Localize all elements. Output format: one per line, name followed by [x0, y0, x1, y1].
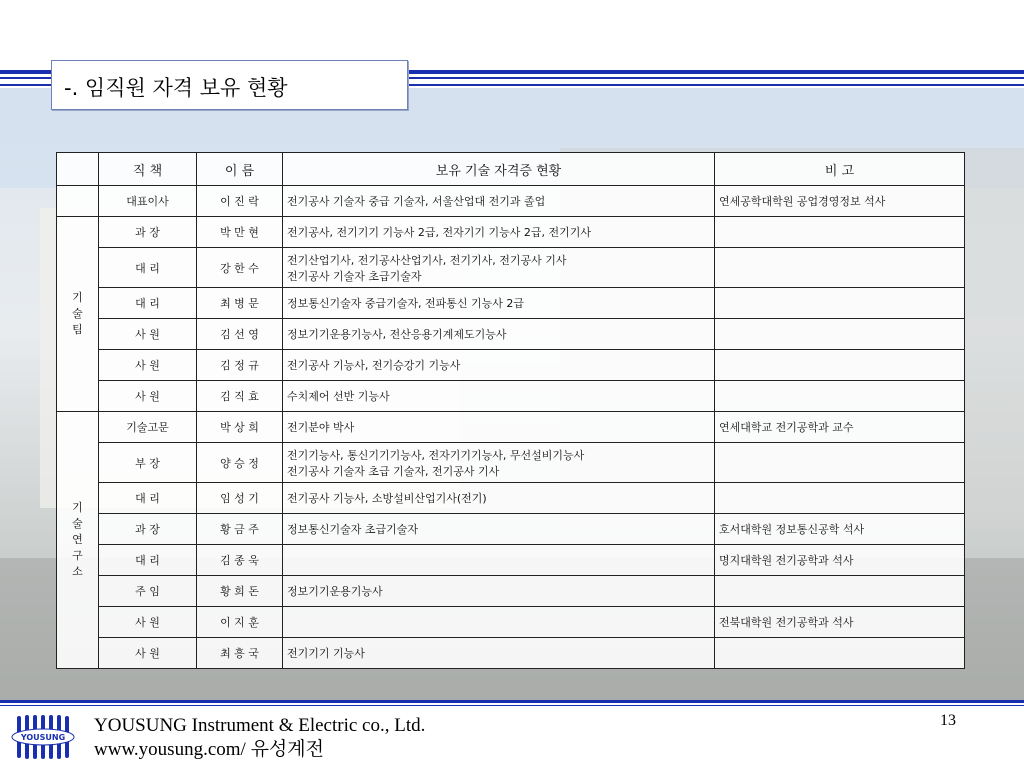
position-cell: 대 리: [99, 288, 197, 319]
name-cell: 김 직 효: [197, 381, 283, 412]
note-cell: [715, 443, 965, 483]
certs-line: 정보통신기술자 중급기술자, 전파통신 기능사 2급: [287, 297, 524, 310]
certs-line: 전기기기 기능사: [287, 647, 365, 660]
column-header: 이 름: [197, 153, 283, 186]
group-label-char: 팀: [72, 323, 83, 336]
table-row: [57, 576, 965, 607]
certs-line: 전기산업기사, 전기공사산업기사, 전기기사, 전기공사 기사: [287, 253, 567, 267]
slide-title: -. 임직원 자격 보유 현황: [64, 76, 288, 100]
table-row: [57, 514, 965, 545]
group-label-char: 술: [72, 307, 83, 320]
table-row: [57, 638, 965, 669]
certs-cell: [283, 350, 715, 381]
position-cell: 대 리: [99, 545, 197, 576]
position-cell: 사 원: [99, 319, 197, 350]
note-cell: [715, 576, 965, 607]
certs-cell: [283, 381, 715, 412]
name-cell: 최 병 문: [197, 288, 283, 319]
table-row: [57, 350, 965, 381]
position-cell: 기술고문: [99, 412, 197, 443]
certs-cell: [283, 483, 715, 514]
name-cell: 김 종 욱: [197, 545, 283, 576]
note-cell: [715, 217, 965, 248]
table-row: [57, 607, 965, 638]
table-header-row: [57, 153, 965, 186]
certs-cell: [283, 319, 715, 350]
note-cell: [715, 350, 965, 381]
name-cell: 이 지 훈: [197, 607, 283, 638]
name-cell: 황 금 주: [197, 514, 283, 545]
name-cell: 양 승 정: [197, 443, 283, 483]
note-cell: [715, 381, 965, 412]
certs-line: 정보기기운용기능사: [287, 585, 383, 598]
table-row: [57, 217, 965, 248]
certs-line: 전기공사 기능사, 소방설비산업기사(전기): [287, 492, 487, 505]
certs-cell: [283, 248, 715, 288]
position-cell: 부 장: [99, 443, 197, 483]
position-cell: 주 임: [99, 576, 197, 607]
certs-cell: [283, 576, 715, 607]
position-cell: 대표이사: [99, 186, 197, 217]
group-label-cell: [57, 217, 99, 412]
staff-qualification-table: [56, 152, 965, 669]
group-label-char: 술: [72, 517, 83, 530]
name-cell: 박 상 희: [197, 412, 283, 443]
group-label-char: 구: [72, 549, 83, 562]
position-cell: 사 원: [99, 350, 197, 381]
certs-cell: [283, 412, 715, 443]
note-cell: 연세공학대학원 공업경영정보 석사: [715, 186, 965, 217]
note-cell: [715, 483, 965, 514]
column-header: 직 책: [99, 153, 197, 186]
group-label-char: 기: [72, 501, 83, 514]
note-cell: 연세대학교 전기공학과 교수: [715, 412, 965, 443]
note-cell: 전북대학원 전기공학과 석사: [715, 607, 965, 638]
table-row: [57, 186, 965, 217]
table-row: [57, 319, 965, 350]
table-row: [57, 381, 965, 412]
note-cell: 호서대학원 정보통신공학 석사: [715, 514, 965, 545]
position-cell: 대 리: [99, 483, 197, 514]
footer-rule: [0, 700, 1024, 703]
footer-company: [94, 714, 425, 762]
certs-cell: 전기공사 기술자 중급 기술자, 서울산업대 전기과 졸업: [283, 186, 715, 217]
certs-cell: [283, 545, 715, 576]
certs-line: 수치제어 선반 기능사: [287, 390, 390, 403]
group-label-char: 기: [72, 291, 83, 304]
table-row: [57, 412, 965, 443]
position-cell: 사 원: [99, 607, 197, 638]
name-cell: 김 선 영: [197, 319, 283, 350]
note-cell: [715, 319, 965, 350]
name-cell: 박 만 현: [197, 217, 283, 248]
certs-line: 정보기기운용기능사, 전산응용기계제도기능사: [287, 328, 507, 341]
certs-cell: [283, 443, 715, 483]
certs-line: 전기분야 박사: [287, 421, 355, 434]
note-cell: 명지대학원 전기공학과 석사: [715, 545, 965, 576]
page-number: 13: [940, 712, 956, 729]
table-row: [57, 483, 965, 514]
footer-rule-thin: [0, 705, 1024, 706]
certs-cell: [283, 607, 715, 638]
note-cell: [715, 288, 965, 319]
certs-line: 전기공사, 전기기기 기능사 2급, 전자기기 기능사 2급, 전기기사: [287, 226, 591, 239]
slide-title-box: [51, 60, 408, 110]
certs-line: 전기공사 기능사, 전기승강기 기능사: [287, 359, 461, 372]
certs-cell: [283, 514, 715, 545]
column-header: 비 고: [715, 153, 965, 186]
column-header: 보유 기술 자격증 현황: [283, 153, 715, 186]
table-row: [57, 443, 965, 483]
logo-text: YOUSUNG: [20, 733, 66, 742]
name-cell: 이 진 락: [197, 186, 283, 217]
group-label-char: 소: [72, 565, 83, 578]
note-cell: [715, 248, 965, 288]
yousung-logo: [11, 714, 81, 760]
group-label-char: 연: [72, 533, 83, 546]
name-cell: 강 한 수: [197, 248, 283, 288]
group-label-cell: [57, 412, 99, 669]
header-group-cell: [57, 153, 99, 186]
certs-cell: [283, 288, 715, 319]
certs-line: 전기공사 기술자 초급기술자: [287, 269, 422, 283]
name-cell: 임 성 기: [197, 483, 283, 514]
table-row: [57, 545, 965, 576]
company-name: YOUSUNG Instrument & Electric co., Ltd.: [94, 715, 426, 736]
position-cell: 과 장: [99, 514, 197, 545]
position-cell: 과 장: [99, 217, 197, 248]
name-cell: 김 정 규: [197, 350, 283, 381]
note-cell: [715, 638, 965, 669]
table-row: [57, 248, 965, 288]
certs-line: 정보통신기술자 초급기술자: [287, 523, 419, 536]
name-cell: 황 희 돈: [197, 576, 283, 607]
name-cell: 최 흥 국: [197, 638, 283, 669]
table-row: [57, 288, 965, 319]
group-cell: [57, 186, 99, 217]
company-website: www.yousung.com/ 유성계전: [94, 739, 324, 760]
position-cell: 대 리: [99, 248, 197, 288]
position-cell: 사 원: [99, 381, 197, 412]
position-cell: 사 원: [99, 638, 197, 669]
certs-cell: [283, 217, 715, 248]
certs-cell: [283, 638, 715, 669]
certs-line: 전기공사 기술자 초급 기술자, 전기공사 기사: [287, 464, 500, 478]
certs-line: 전기기능사, 통신기기기능사, 전자기기기능사, 무선설비기능사: [287, 448, 585, 462]
